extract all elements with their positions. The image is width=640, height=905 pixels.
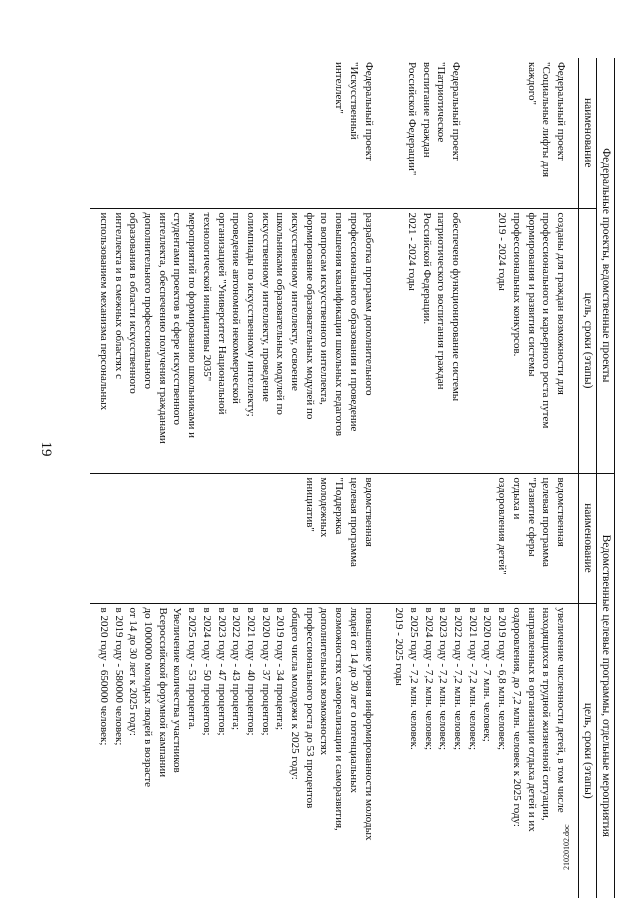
header-name-federal: наименование [579,58,597,208]
header-departmental-programs: Ведомственные целевые программы, отдельные мероприятия [597,473,615,898]
rotated-table-container [50,58,615,898]
federal-project-name: Федеральный проект "Патриотическое воспитание граждан Российской Федерации" [406,62,463,176]
departmental-program-goal: увеличение численности детей, в том числе находящихся в трудной жизненной ситуации, направленных в организации отдыха детей и их оздоровления, до 7,2 млн. человек к 2025 году: в 2019 году - 6,8 млн. человек; в 2020 году - 7 млн. человек; в 2021 году - 7,2 млн. человек; в 2022 году - 7,2 млн. человек; в 2023 году - 7,2 млн. человек; в 2024 году - 7,2 млн. человек; в 2025 году - 7,2 млн. человек. 2019 - 2025 годы [386,603,579,898]
header-goal-departmental: цель, сроки (этапы) [579,603,597,898]
departmental-program-goal: повышение уровня информированности молодых людей от 14 до 30 лет о потенциальных возможностях самореализации и саморазвития, дополнительных возможностях профессионального роста до 53 процентов общего числа молодежи к 2025 году: в 2019 году - 34 процента; в 2020 году - 37 процентов; в 2021 году - 40 процентов; в 2022 году - 43 процента; в 2023 году - 47 процентов; в 2024 году - 50 процентов; в 2025 году - 53 процента. Увеличение количества участников Всероссийской форумной кампании до 1000000 молодых людей в возрасте от 14 до 30 лет к 2025 году: в 2019 году - 580000 человек; в 2020 году - 650000 человек; [90,603,385,898]
departmental-program-name: ведомственная целевая программа "Поддержка молодежных инициатив" [90,473,385,603]
departmental-program-name: ведомственная целевая программа "Развитие сферы отдыха и оздоровления детей" [386,473,579,603]
federal-project-goal: созданы для граждан возможности для профессионального и карьерного роста путем формирования и развития системы профессиональных конкурсов. 2019 - 2024 годы [473,208,578,473]
federal-project-goal: разработка программ дополнительного профессионального образования и проведение повышения квалификации школьных педагогов по вопросам искусственного интеллекта, формирование образовательных модулей по искусственному интеллекту, освоение школьниками образовательных модулей по искусственному интеллекту, проведение олимпиады по искусственному интеллекту; проведение автономной некоммерческой организацией "Университет Национальной технологической инициативы 2035" мероприятий по формированию школьниками и студентами проектов в сфере искусственного интеллекта, обеспечению получения гражданами дополнительного профессионального образования в области искусственного интеллекта и в смежных областях с использованием механизма персональных [90,208,385,473]
table-row [473,58,578,898]
page-number: 19 [38,441,54,457]
header-goal-federal: цель, сроки (этапы) [579,208,597,473]
federal-project-goal: обеспечено функционирование системы патриотического воспитания граждан Российской Федерации. 2021 - 2024 годы [386,208,474,473]
table-row [90,58,385,898]
document-file-id: 21020102.doc [562,824,571,870]
programs-table [90,58,615,898]
federal-project-name: Федеральный проект "Искусственный интеллект" [333,62,375,161]
header-name-departmental: наименование [579,473,597,603]
header-federal-projects: Федеральные проекты, ведомственные проекты [597,58,615,473]
federal-project-name: Федеральный проект "Социальные лифты для каждого" [525,62,567,178]
